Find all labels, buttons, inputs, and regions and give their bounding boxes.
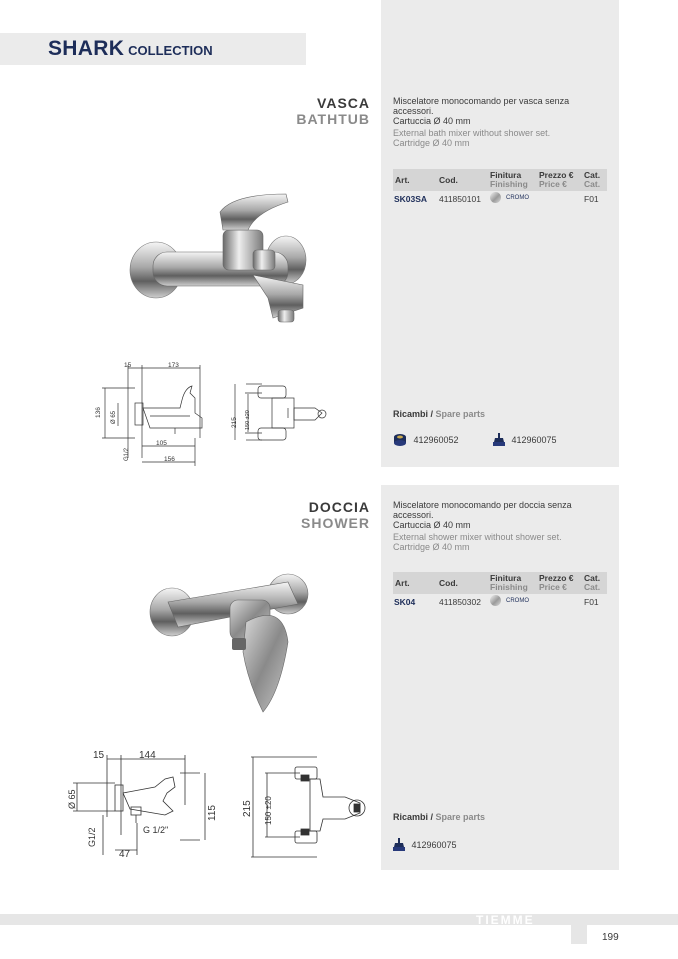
dim-65: Ø 65 xyxy=(67,789,77,809)
dim-115: 115 xyxy=(207,805,218,821)
dim-65: Ø 65 xyxy=(111,410,117,424)
spare-part-item xyxy=(493,431,557,449)
cell-cat: F01 xyxy=(584,597,599,607)
bathtub-desc-en: External bath mixer without shower set. xyxy=(393,128,551,138)
cell-cod: 411850302 xyxy=(439,597,481,607)
cartridge-icon xyxy=(393,433,407,447)
spare-part-item xyxy=(393,431,459,449)
col-finishing: Finishing xyxy=(490,582,528,592)
col-cod: Cod. xyxy=(439,578,458,588)
title-shark: SHARK xyxy=(48,37,125,60)
bathtub-spare-title xyxy=(393,409,485,419)
dim-150: 150 ±20 xyxy=(264,796,273,825)
shower-product-table xyxy=(393,572,607,610)
spare-title-it: Ricambi / xyxy=(393,409,434,419)
cell-cat: F01 xyxy=(584,194,599,204)
dim-144: 144 xyxy=(139,750,156,761)
diverter-icon xyxy=(493,433,505,447)
spare-code: 412960075 xyxy=(411,839,457,850)
col-cat-en: Cat. xyxy=(584,179,601,189)
dim-173: 173 xyxy=(168,362,179,369)
shower-description xyxy=(393,500,608,552)
spare-part-item xyxy=(393,836,457,854)
col-cod: Cod. xyxy=(439,175,458,185)
diverter-icon xyxy=(393,838,405,852)
cell-finish: CROMO xyxy=(506,598,529,604)
cell-finish: CROMO xyxy=(506,195,529,201)
dim-15: 15 xyxy=(124,362,132,369)
col-cat-en: Cat. xyxy=(584,582,601,592)
bathtub-description xyxy=(393,96,608,148)
col-price: Price € xyxy=(539,179,567,189)
col-prezzo: Prezzo € xyxy=(539,170,574,180)
dim-215: 215 xyxy=(242,800,253,817)
bathtub-desc-it-cartridge: Cartuccia Ø 40 mm xyxy=(393,116,471,126)
dim-150: 150 ±20 xyxy=(245,410,251,430)
bathtub-desc-en-cartridge: Cartridge Ø 40 mm xyxy=(393,138,470,148)
shower-title-it: DOCCIA xyxy=(308,499,370,515)
cell-art: SK04 xyxy=(394,597,416,607)
col-finitura: Finitura xyxy=(490,573,522,583)
page-number: 199 xyxy=(602,932,619,943)
dim-105: 105 xyxy=(156,440,167,447)
dim-15: 15 xyxy=(93,750,105,761)
chrome-swatch-icon xyxy=(490,595,501,606)
dim-g12: G1/2 xyxy=(87,827,97,847)
bathtub-mixer-image xyxy=(128,190,313,330)
dim-156: 156 xyxy=(164,456,175,463)
bathtub-title-it: VASCA xyxy=(317,95,370,111)
shower-desc-it-cartridge: Cartuccia Ø 40 mm xyxy=(393,520,471,530)
bathtub-product-table xyxy=(393,169,607,207)
spare-title-it: Ricambi / xyxy=(393,812,434,822)
bathtub-desc-it: Miscelatore monocomando per vasca senza accessori. xyxy=(393,96,570,116)
col-prezzo: Prezzo € xyxy=(539,573,574,583)
page-title xyxy=(48,37,213,61)
shower-desc-en-cartridge: Cartridge Ø 40 mm xyxy=(393,542,470,552)
table-header xyxy=(393,169,607,191)
spare-title-en: Spare parts xyxy=(435,409,486,419)
dim-g12-inch: G 1/2" xyxy=(143,825,169,835)
col-art: Art. xyxy=(395,175,410,185)
dim-47: 47 xyxy=(119,849,131,860)
shower-desc-it: Miscelatore monocomando per doccia senza accessori. xyxy=(393,500,572,520)
shower-section-title xyxy=(180,499,370,531)
cell-art: SK03SA xyxy=(394,194,428,204)
dim-136: 136 xyxy=(95,407,102,418)
shower-desc-en: External shower mixer without shower set. xyxy=(393,532,562,542)
table-row xyxy=(393,594,607,610)
chrome-swatch-icon xyxy=(490,192,501,203)
shower-mixer-image xyxy=(148,572,313,714)
bathtub-section-title xyxy=(180,95,370,127)
dim-215: 215 xyxy=(231,417,238,428)
col-finishing: Finishing xyxy=(490,179,528,189)
spare-code: 412960075 xyxy=(511,434,557,445)
title-collection: COLLECTION xyxy=(128,43,213,58)
footer-brand-logo: TIEMME xyxy=(476,913,535,927)
cell-cod: 411850101 xyxy=(439,194,481,204)
bathtub-technical-drawing xyxy=(90,358,340,473)
bathtub-info-panel xyxy=(381,0,619,467)
spare-code: 412960052 xyxy=(413,434,459,445)
bathtub-title-en: BATHTUB xyxy=(296,111,370,127)
dim-g12: G1/2 xyxy=(124,447,130,461)
col-finitura: Finitura xyxy=(490,170,522,180)
col-cat: Cat. xyxy=(584,170,601,180)
shower-technical-drawing xyxy=(55,745,375,865)
shower-title-en: SHOWER xyxy=(301,515,370,531)
col-art: Art. xyxy=(395,578,410,588)
col-price: Price € xyxy=(539,582,567,592)
table-header xyxy=(393,572,607,594)
spare-title-en: Spare parts xyxy=(435,812,486,822)
shower-spare-title xyxy=(393,812,485,822)
col-cat: Cat. xyxy=(584,573,601,583)
table-row xyxy=(393,191,607,207)
footer-pipe-graphic xyxy=(555,914,595,946)
